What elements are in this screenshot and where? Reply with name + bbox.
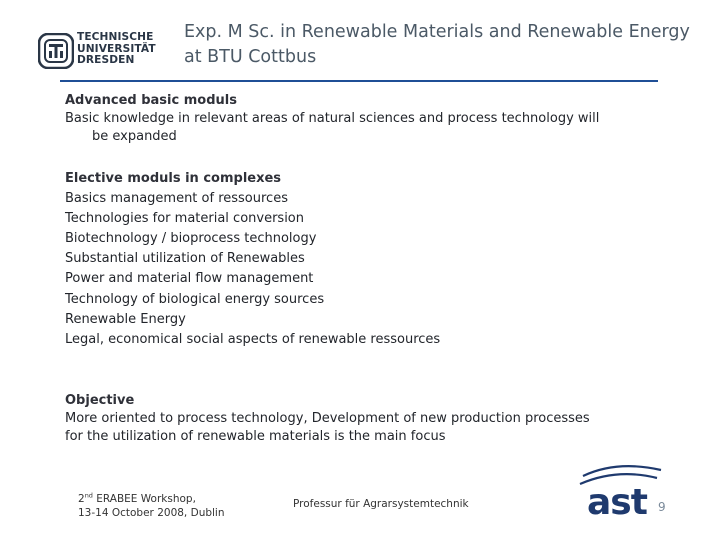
list-item: Power and material flow management <box>65 271 314 287</box>
body-text: Basic knowledge in relevant areas of natural sciences and process technology will <box>65 111 600 126</box>
tu-dresden-emblem-icon <box>38 33 74 69</box>
event-ordinal: 2 <box>78 493 85 505</box>
section-objective <box>65 392 685 446</box>
logo-line-2: UNIVERSITÄT <box>77 42 156 55</box>
list-item: Biotechnology / bioprocess technology <box>65 231 317 247</box>
logo-line-1: TECHNISCHE <box>77 31 154 43</box>
footer-event <box>78 492 225 520</box>
section-elective-moduls <box>65 169 440 350</box>
section-heading: Advanced basic moduls <box>65 93 237 108</box>
tu-dresden-logo <box>38 30 160 72</box>
list-item: Renewable Energy <box>65 311 186 327</box>
logo-line-3: DRESDEN <box>77 54 135 66</box>
slide-title: Exp. M Sc. in Renewable Materials and Renewable Energy at BTU Cottbus <box>184 22 690 67</box>
list-item: Legal, economical social aspects of renewable ressources <box>65 331 441 347</box>
page-number: 9 <box>658 500 666 514</box>
section-advanced-basic-moduls <box>65 92 599 146</box>
footer-department: Professur für Agrarsystemtechnik <box>293 498 469 510</box>
list-item: Basics management of ressources <box>65 191 288 207</box>
ast-logo <box>577 462 669 522</box>
body-text-continued: be expanded <box>92 129 177 144</box>
event-ordinal-suffix: nd <box>84 491 93 500</box>
section-heading: Objective <box>65 393 135 408</box>
section-heading: Elective moduls in complexes <box>65 171 282 186</box>
list-item: Substantial utilization of Renewables <box>65 251 305 267</box>
list-item: Technologies for material conversion <box>65 211 304 227</box>
list-item: Technology of biological energy sources <box>65 291 325 307</box>
footer-event-name <box>78 492 225 506</box>
tu-dresden-wordmark <box>77 32 156 67</box>
body-text: More oriented to process technology, Development of new production processes <box>65 411 590 426</box>
ast-logo-text: ast <box>587 482 647 522</box>
footer-event-dates: 13-14 October 2008, Dublin <box>78 507 225 519</box>
event-name: ERABEE Workshop, <box>92 493 196 505</box>
body-text: for the utilization of renewable materials is the main focus <box>65 429 446 444</box>
title-divider <box>60 80 658 82</box>
